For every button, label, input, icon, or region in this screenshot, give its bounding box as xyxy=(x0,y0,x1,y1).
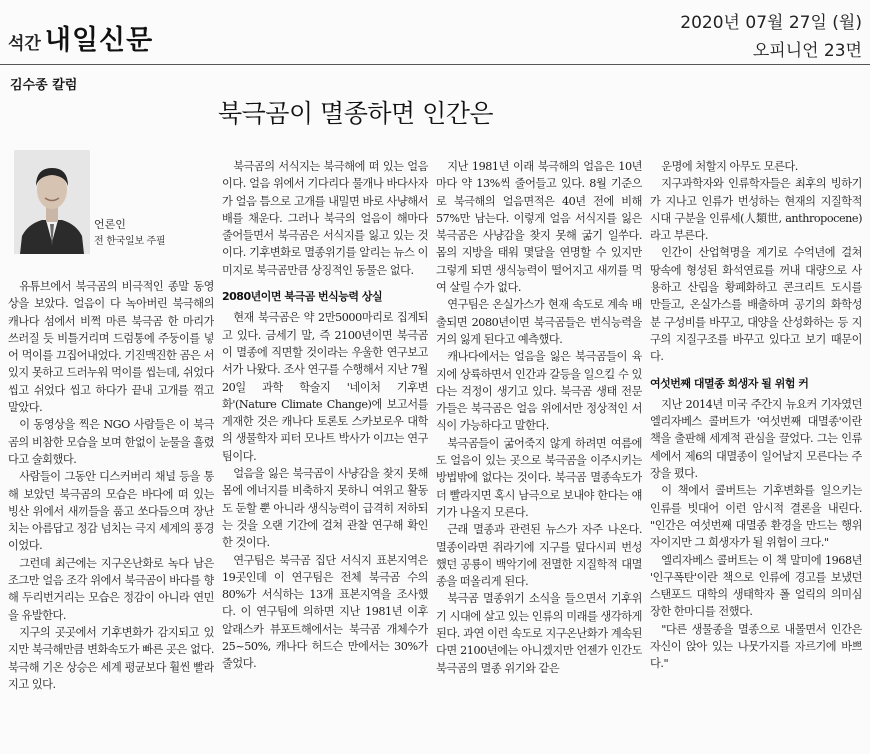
article-paragraph: 지난 1981년 이래 북극해의 얼음은 10년마다 약 13%씩 줄어들고 있다. 8월 기준으로 북극해의 얼음면적은 40년 전에 비해 57%만 남는다. 이렇게 얼음 서식지를 잃은 북극곰은 사냥감을 찾지 못해 굶기 일쑤다. 몸의 지방을 태워 몇달을 연명할 수 있지만 그렇게 되면 생식능력이 떨어지고 새끼를 먹여 살릴 수가 없다. xyxy=(436,160,642,295)
article-headline: 북극곰이 멸종하면 인간은 xyxy=(218,99,494,128)
article-paragraph: 북극곰 멸종위기 소식을 들으면서 기후위기 시대에 살고 있는 인류의 미래를 생각하게 된다. 과연 이런 속도로 지구온난화가 계속된다면 2100년에는 아니겠지만 언젠가 인간도 북극곰의 멸종 위기와 같은 xyxy=(436,592,642,675)
article-paragraph: 사람들이 그동안 디스커버리 채널 등을 통해 보았던 북극곰의 모습은 바다에 떠 있는 빙산 위에서 새끼들을 품고 쏘다듬으며 장난치는 아름답고 정감 넘치는 극지 세계의 풍경이었다. xyxy=(8,470,214,553)
article-paragraph: 연구팀은 북극곰 집단 서식지 표본지역은 19곳인데 이 연구팀은 전체 북극곰 수의 80%가 서식하는 13개 표본지역을 조사했다. 이 연구팀에 의하면 지난 1981년 이후 알래스카 뷰포트해에서는 북극곰 개체수가 25~50%, 캐나다 허드슨 만에서는 30%가 줄었다. xyxy=(222,553,428,671)
article-paragraph: 현재 북극곰은 약 2만5000마리로 집계되고 있다. 금세기 말, 즉 2100년이면 북극곰이 멸종에 직면할 것이라는 우울한 연구보고서가 나왔다. 조사 연구를 수행해서 지난 7월 20일 과학 학술지 '네이처 기후변화'(Nature Climate Change)에 보고서를 게재한 것은 캐나다 토론토 스카보로우 대학의 생물학자 피터 모나트 박사가 이끄는 연구팀이다. xyxy=(222,311,428,463)
newspaper-name: 내일신문 xyxy=(44,25,154,56)
article-paragraph: 운명에 처할지 아무도 모른다. xyxy=(661,160,798,173)
article-paragraph: 이 책에서 콜버트는 기후변화를 일으키는 인류를 빗대어 이런 암시적 결론을 내린다. "인간은 여섯번째 대멸종 환경을 만드는 행위자이지만 그 희생자가 될 위험이 크다." xyxy=(650,484,862,550)
article-paragraph: 이 동영상을 찍은 NGO 사람들은 이 북극곰의 비참한 모습을 보며 한없이 눈물을 흘렸다고 술회했다. xyxy=(8,418,214,466)
article-column-4 xyxy=(650,158,862,754)
article-column-3 xyxy=(436,158,642,754)
article-paragraph: 지구의 곳곳에서 기후변화가 감지되고 있지만 북극해만큼 변화속도가 빠른 곳은 없다. 북극해 기온 상승은 세계 평균보다 훨씬 빨라지고 있다. xyxy=(8,625,214,691)
article-paragraph: "다른 생물종을 멸종으로 내몰면서 인간은 자신이 앉아 있는 나뭇가지를 자르기에 바쁘다." xyxy=(650,622,862,671)
article-paragraph: 캐나다에서는 얼음을 잃은 북극곰들이 육지에 상륙하면서 인간과 갈등을 일으킬 수 있다는 걱정이 생기고 있다. 북극곰 생태 전문가들은 북극곰은 얼음 위에서만 정상적인 서식이 가능하다고 말한다. xyxy=(436,350,642,433)
article-column-1 xyxy=(8,278,214,754)
article-paragraph: 연구팀은 온실가스가 현재 속도로 계속 배출되면 2080년이면 북극곰들은 번식능력을 거의 잃게 된다고 예측했다. xyxy=(436,298,642,346)
article-column-2 xyxy=(222,158,428,754)
article-paragraph: 그런데 최근에는 지구온난화로 녹다 남은 조그만 얼음 조각 위에서 북극곰이 바다를 향해 두리번거리는 모습은 정감이 아니라 연민을 유발한다. xyxy=(8,556,214,622)
article-subheading: 여섯번째 대멸종 희생자 될 위험 커 xyxy=(650,376,809,390)
issue-date: 2020년 07월 27일 (월) xyxy=(680,13,862,33)
masthead xyxy=(8,6,862,62)
author-photo-icon xyxy=(14,150,90,254)
article-paragraph: 인간이 산업혁명을 계기로 수억년에 걸쳐 땅속에 형성된 화석연료를 꺼내 대량으로 사용하고 산림을 황폐화하고 콘크리트 도시를 만들고, 온실가스를 배출하며 공기의 화학성분 구성비를 바꾸고, 대양을 산성화하는 등 지구의 지질구조를 바꾸고 있다고 보기 때문이다. xyxy=(650,246,862,364)
newspaper-brand xyxy=(8,18,153,57)
article-paragraph: 지난 2014년 미국 주간지 뉴요커 기자였던 엘리자베스 콜버트가 '여섯번째 대멸종'이란 책을 출판해 세계적 관심을 끌었다. 그는 인류세에서 제6의 대멸종이 일어날지 모른다는 주장을 폈다. xyxy=(650,397,862,481)
article-paragraph: 얼음을 잃은 북극곰이 사냥감을 찾지 못해 몸에 에너지를 비축하지 못하니 여위고 활동도 둔할 뿐 아니라 생식능력이 급격히 저하되는 것을 오랜 기간에 걸쳐 관찰 연구해 확인한 것이다. xyxy=(222,467,428,550)
article-paragraph: 북극곰의 서식지는 북극해에 떠 있는 얼음이다. 얼음 위에서 기다리다 물개나 바다사자가 얼음 틈으로 고개를 내밀면 바로 사냥해서 배를 채운다. 그러나 북극의 얼음이 해마다 줄어들면서 북극곰은 서식지를 잃고 있는 것이다. 기후변화로 멸종위기를 알리는 뉴스 이미지로 북극곰만큼 상징적인 동물은 없다. xyxy=(222,160,428,277)
article-paragraph: 근래 멸종과 관련된 뉴스가 자주 나온다. 멸종이라면 쥐라기에 지구를 덮다시피 번성했던 공룡이 백악기에 전멸한 지질학적 대멸종을 떠올리게 된다. xyxy=(436,523,642,589)
edition-label: 석간 xyxy=(8,34,41,54)
author-bio: 전 한국일보 주필 xyxy=(94,236,166,247)
author-role: 언론인 xyxy=(94,218,126,231)
article-paragraph: 유튜브에서 북극곰의 비극적인 종말 동영상을 보았다. 얼음이 다 녹아버린 북극해의 캐나다 섬에서 비쩍 마른 북극곰 한 마리가 쓰러질 듯 비틀거리며 드럼통에 주둥이를 넣어 먹이를 끄집어내었다. 기진맥진한 곰은 서 있지 못하고 드러누워 먹이를 씹는데, 쉬었다 씹고 쉬었다 씹고 하다가 끝내 고개를 꺾고 말았다. xyxy=(8,280,214,415)
article-paragraph: 엘리자베스 콜버트는 이 책 말미에 1968년 '인구폭탄'이란 책으로 인류에 경고를 보냈던 스탠포드 대학의 생태학자 폴 얼릭의 의미심장한 한마디를 전했다. xyxy=(650,553,862,619)
author-box xyxy=(8,150,213,260)
column-tag: 김수종 칼럼 xyxy=(10,78,78,93)
section-page: 오피니언 23면 xyxy=(752,41,862,61)
article-subheading: 2080년이면 북극곰 번식능력 상실 xyxy=(222,290,383,304)
author-portrait xyxy=(14,150,90,254)
article-paragraph: 지구과학자와 인류학자들은 최후의 빙하기가 지나고 인류가 번성하는 현재의 지질학적 시대 구분을 인류세(人類世, anthropocene)라고 부른다. xyxy=(650,177,862,243)
article-paragraph: 북극곰들이 굶어죽지 않게 하려면 여름에도 얼음이 있는 곳으로 북극곰을 이주시키는 방법밖에 없다는 것이다. 북극곰 멸종속도가 더 빨라지면 혹시 남극으로 보내야 한다는 얘기가 나올지 모른다. xyxy=(436,436,642,519)
masthead-rule xyxy=(0,64,870,65)
